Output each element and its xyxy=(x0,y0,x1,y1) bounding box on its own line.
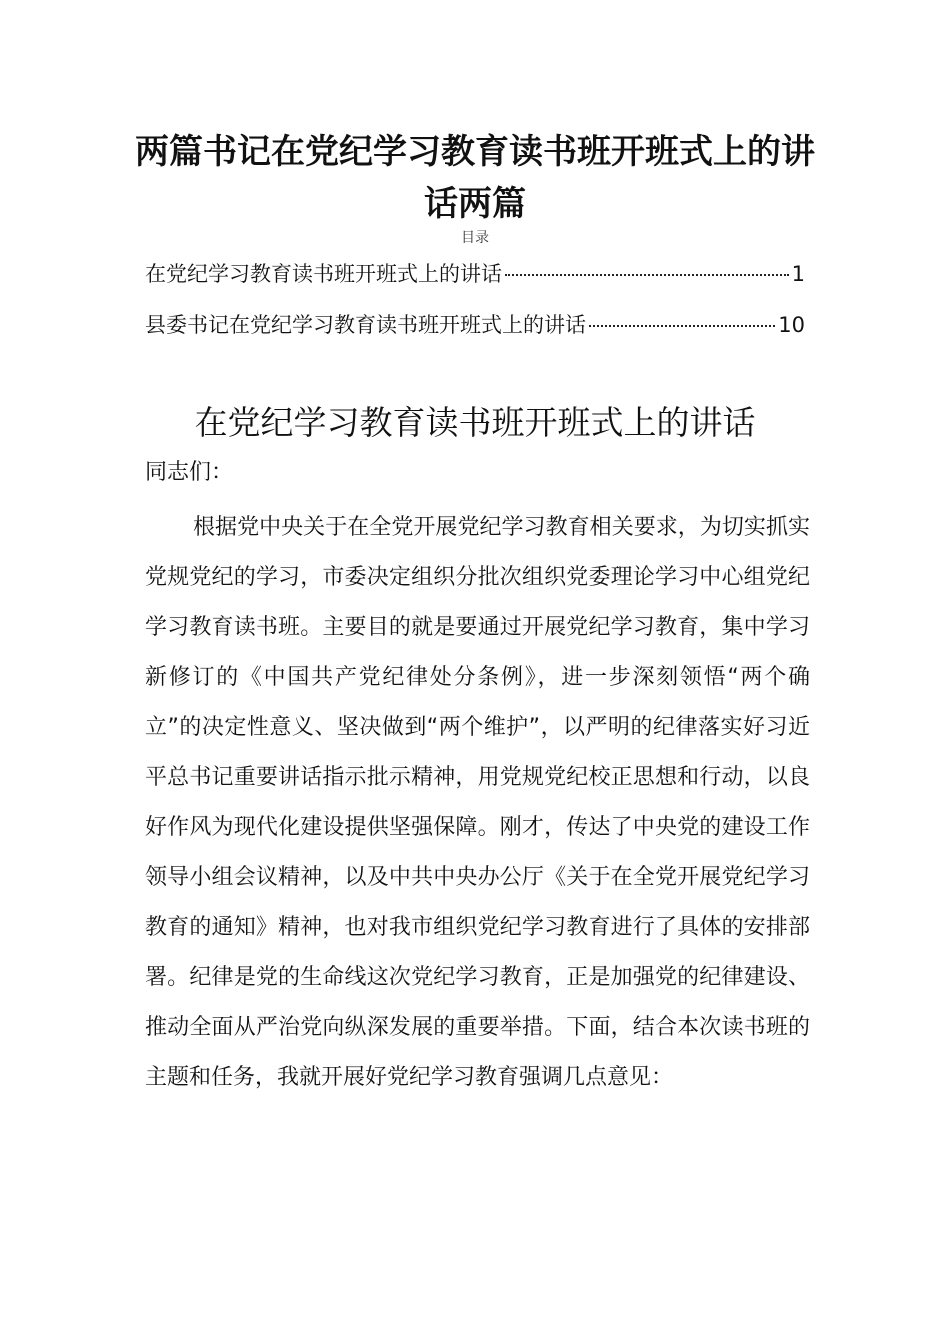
section-title: 在党纪学习教育读书班开班式上的讲话 xyxy=(194,403,756,442)
document-title: 两篇书记在党纪学习教育读书班开班式上的讲话两篇 xyxy=(135,132,815,224)
toc-entry-page: 1 xyxy=(791,262,805,286)
toc-dot-leader xyxy=(589,325,775,327)
toc-entry-text: 县委书记在党纪学习教育读书班开班式上的讲话 xyxy=(145,313,586,337)
toc-entry-page: 10 xyxy=(778,313,805,337)
body-paragraph: 根据党中央关于在全党开展党纪学习教育相关要求，为切实抓实党规党纪的学习，市委决定组织分批次组织党委理论学习中心组党纪学习教育读书班。主要目的就是要通过开展党纪学习教育，集中学习新修订的《中国共产党纪律处分条例》，进一步深刻领悟“两个确立”的决定性意义、坚决做到“两个维护”，以严明的纪律落实好习近平总书记重要讲话指示批示精神，用党规党纪校正思想和行动，以良好作风为现代化建设提供坚强保障。刚才，传达了中央党的建设工作领导小组会议精神，以及中共中央办公厅《关于在全党开展党纪学习教育的通知》精神，也对我市组织党纪学习教育进行了具体的安排部署。纪律是党的生命线这次党纪学习教育，正是加强党的纪律建设、推动全面从严治党向纵深发展的重要举措。下面，结合本次读书班的主题和任务，我就开展好党纪学习教育强调几点意见： xyxy=(145,515,810,1090)
salutation: 同志们： xyxy=(145,460,234,485)
toc-entry-2[interactable] xyxy=(145,311,805,339)
toc-entry-1[interactable] xyxy=(145,260,805,288)
toc-heading: 目录 xyxy=(461,230,489,246)
toc-dot-leader xyxy=(505,274,789,276)
toc-entry-text: 在党纪学习教育读书班开班式上的讲话 xyxy=(145,262,502,286)
